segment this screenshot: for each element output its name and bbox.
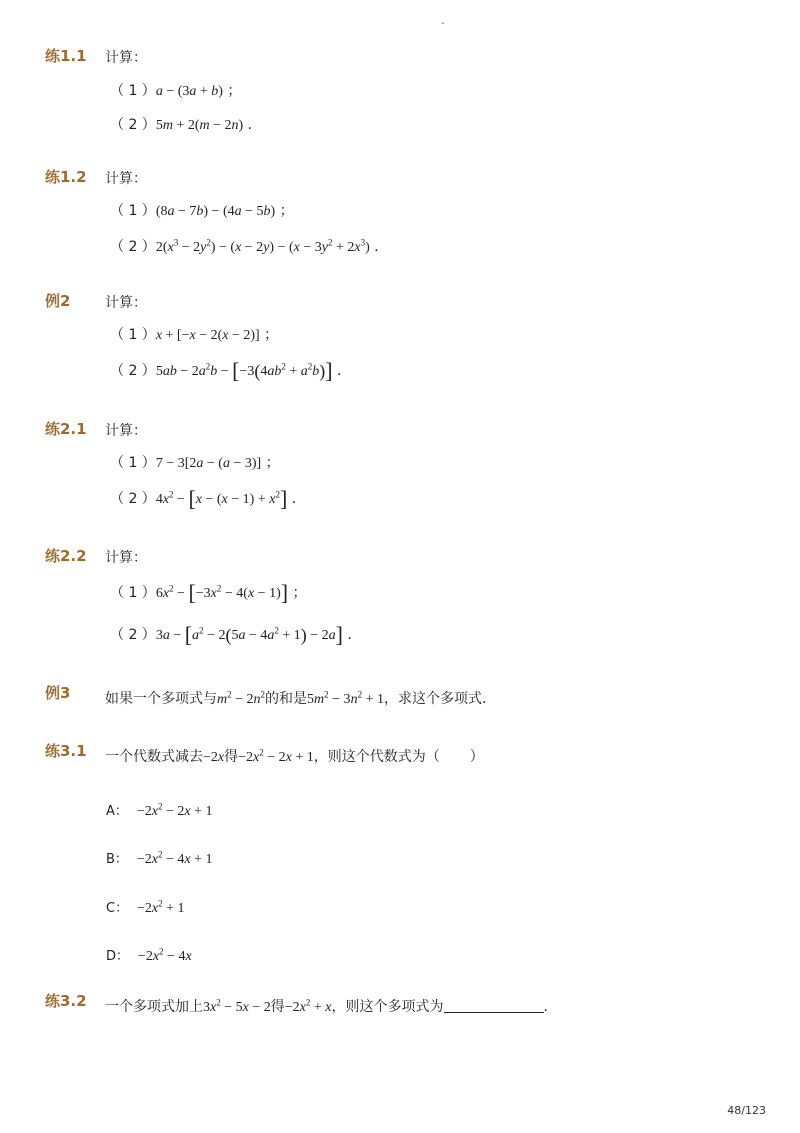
problem-1-2-part-1: （ 1 ）(8a − 7b) − (4a − 5b) ；	[110, 203, 294, 219]
compute-instruction: 计算：	[105, 295, 147, 311]
problem-e2-part-2: （ 2 ）$5ab - 2a^2b - [-3(4ab^2 + a^2b)]$ ．	[110, 358, 352, 383]
answer-blank[interactable]	[444, 998, 544, 1013]
problem-3-2-text: 一个多项式加上$3x^2 - 5x - 2$得$-2x^2 + x$，则这个多项式为 ．	[105, 997, 558, 1015]
problem-2-1-part-1: （ 1 ）7 − 3[2a − (a − 3)] ；	[110, 455, 280, 471]
problem-2-2-part-2: （ 2 ）$3a - [a^2 - 2(5a - 4a^2 + 1) - 2a]$ ．	[110, 622, 362, 647]
problem-e3-text: 如果一个多项式与$m^2 - 2n^2$的和是$5m^2 - 3n^2 + 1$，求这个多项式．	[105, 689, 496, 707]
label-practice-3-1: 练3.1	[45, 742, 87, 760]
compute-instruction: 计算：	[105, 423, 147, 439]
label-example-2: 例2	[45, 292, 71, 310]
compute-instruction: 计算：	[105, 171, 147, 187]
compute-instruction: 计算：	[105, 550, 147, 566]
label-practice-2-2: 练2.2	[45, 547, 87, 565]
label-practice-3-2: 练3.2	[45, 992, 87, 1010]
option-b[interactable]: B： $-2x^2 - 4x + 1$	[106, 849, 213, 867]
problem-1-2-part-2: （ 2 ）$2(x^3 - 2y^2) - (x - 2y) - (x - 3y^2 + 2x^3)$ ．	[110, 237, 389, 255]
label-practice-1-1: 练1.1	[45, 47, 87, 65]
label-example-3: 例3	[45, 684, 71, 702]
problem-e2-part-1: （ 1 ）x + [−x − 2(x − 2)] ；	[110, 327, 279, 343]
problem-1-1-part-1: （ 1 ）a − (3a + b) ；	[110, 83, 242, 99]
page-number: 48/123	[727, 1104, 766, 1117]
header-mark: -	[441, 18, 445, 29]
problem-2-1-part-2: （ 2 ）$4x^2 - [x - (x - 1) + x^2]$ ．	[110, 486, 306, 511]
compute-instruction: 计算：	[105, 50, 147, 66]
option-c[interactable]: C： $-2x^2 + 1$	[106, 898, 185, 916]
problem-1-1-part-2: （ 2 ）5m + 2(m − 2n) ．	[110, 117, 262, 133]
option-d[interactable]: D： $-2x^2 - 4x$	[106, 946, 192, 964]
label-practice-1-2: 练1.2	[45, 168, 87, 186]
option-a[interactable]: A： $-2x^2 - 2x + 1$	[106, 801, 213, 819]
problem-2-2-part-1: （ 1 ）$6x^2 - [-3x^2 - 4(x - 1)]$ ；	[110, 580, 307, 605]
problem-3-1-text: 一个代数式减去−2x得$-2x^2 - 2x + 1$，则这个代数式为（ ）	[105, 747, 484, 765]
label-practice-2-1: 练2.1	[45, 420, 87, 438]
